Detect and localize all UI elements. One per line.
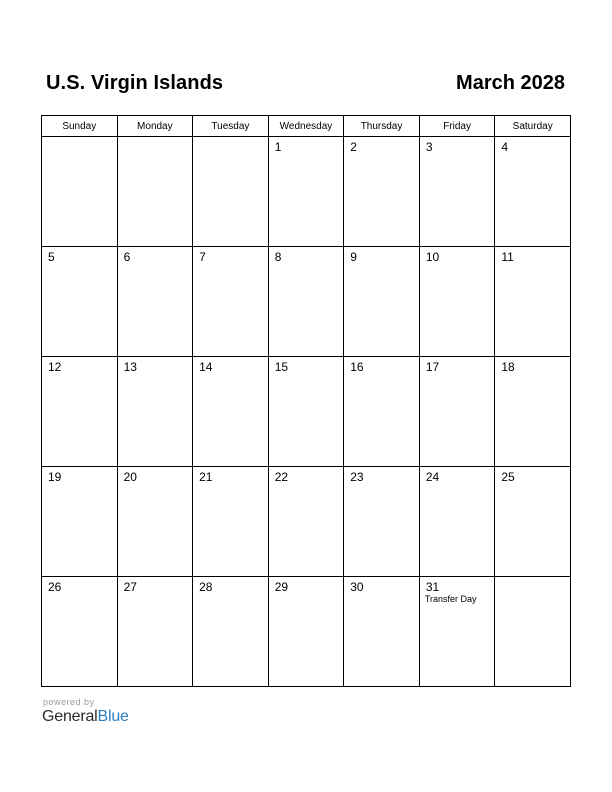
day-cell bbox=[268, 357, 344, 467]
day-cell bbox=[268, 467, 344, 577]
day-number: 3 bbox=[425, 140, 433, 154]
day-cell bbox=[495, 247, 571, 357]
day-number: 8 bbox=[274, 250, 282, 264]
day-number: 29 bbox=[274, 580, 289, 594]
day-number: 28 bbox=[199, 580, 213, 594]
logo-general: General bbox=[42, 708, 98, 725]
day-cell bbox=[193, 577, 269, 687]
day-number: 1 bbox=[274, 140, 282, 154]
day-number: 17 bbox=[425, 360, 440, 374]
day-cell bbox=[344, 357, 420, 467]
generalblue-logo bbox=[42, 708, 129, 726]
day-cell bbox=[495, 577, 571, 687]
day-number: 27 bbox=[123, 580, 137, 594]
day-number: 16 bbox=[350, 360, 364, 374]
weekday-header-row bbox=[42, 116, 571, 137]
footer-branding bbox=[42, 697, 129, 726]
day-number: 7 bbox=[199, 250, 206, 264]
day-cell bbox=[495, 357, 571, 467]
weekday-monday: Monday bbox=[117, 116, 193, 137]
logo-blue: Blue bbox=[97, 708, 129, 725]
day-cell bbox=[42, 137, 118, 247]
day-cell bbox=[419, 467, 495, 577]
day-cell bbox=[419, 577, 495, 687]
day-cell bbox=[42, 467, 118, 577]
week-row bbox=[42, 247, 571, 357]
day-number: 2 bbox=[350, 140, 357, 154]
day-cell bbox=[117, 247, 193, 357]
day-cell bbox=[344, 137, 420, 247]
region-title: U.S. Virgin Islands bbox=[46, 72, 224, 94]
day-cell bbox=[268, 577, 344, 687]
day-number: 21 bbox=[199, 470, 213, 484]
day-cell bbox=[42, 247, 118, 357]
weekday-tuesday: Tuesday bbox=[193, 116, 269, 137]
day-cell bbox=[419, 137, 495, 247]
day-cell bbox=[268, 247, 344, 357]
day-number: 19 bbox=[48, 470, 62, 484]
day-cell bbox=[193, 357, 269, 467]
day-number: 31 bbox=[425, 580, 440, 594]
day-number: 5 bbox=[48, 250, 55, 264]
day-number: 10 bbox=[425, 250, 440, 264]
day-number: 25 bbox=[501, 470, 515, 484]
day-cell bbox=[419, 357, 495, 467]
day-cell bbox=[117, 577, 193, 687]
day-cell bbox=[42, 357, 118, 467]
weekday-thursday: Thursday bbox=[344, 116, 420, 137]
day-number: 24 bbox=[425, 470, 440, 484]
holiday-label: Transfer Day bbox=[424, 594, 477, 604]
day-cell bbox=[419, 247, 495, 357]
day-number: 18 bbox=[501, 360, 515, 374]
week-row bbox=[42, 137, 571, 247]
month-title: March 2028 bbox=[456, 72, 565, 94]
week-row bbox=[42, 577, 571, 687]
day-number: 12 bbox=[48, 360, 62, 374]
day-cell bbox=[42, 577, 118, 687]
day-number: 4 bbox=[501, 140, 509, 154]
day-number: 30 bbox=[350, 580, 364, 594]
day-cell bbox=[495, 467, 571, 577]
day-cell bbox=[117, 137, 193, 247]
day-cell bbox=[268, 137, 344, 247]
day-number: 14 bbox=[199, 360, 213, 374]
day-cell bbox=[344, 577, 420, 687]
day-cell bbox=[193, 247, 269, 357]
day-number: 11 bbox=[501, 250, 514, 264]
weekday-wednesday: Wednesday bbox=[268, 116, 344, 137]
day-cell bbox=[344, 467, 420, 577]
day-cell bbox=[193, 137, 269, 247]
day-cell bbox=[193, 467, 269, 577]
day-cell bbox=[117, 357, 193, 467]
week-row bbox=[42, 467, 571, 577]
day-number: 13 bbox=[123, 360, 137, 374]
day-number: 20 bbox=[123, 470, 137, 484]
day-cell bbox=[344, 247, 420, 357]
weekday-saturday: Saturday bbox=[495, 116, 571, 137]
day-number: 26 bbox=[48, 580, 62, 594]
day-cell bbox=[117, 467, 193, 577]
powered-by-text: powered by bbox=[43, 697, 95, 707]
day-number: 23 bbox=[350, 470, 364, 484]
day-number: 22 bbox=[274, 470, 289, 484]
week-row bbox=[42, 357, 571, 467]
day-cell bbox=[495, 137, 571, 247]
calendar-grid bbox=[41, 115, 571, 687]
day-number: 9 bbox=[350, 250, 357, 264]
day-number: 15 bbox=[274, 360, 289, 374]
weekday-sunday: Sunday bbox=[42, 116, 118, 137]
weekday-friday: Friday bbox=[419, 116, 495, 137]
day-number: 6 bbox=[123, 250, 131, 264]
